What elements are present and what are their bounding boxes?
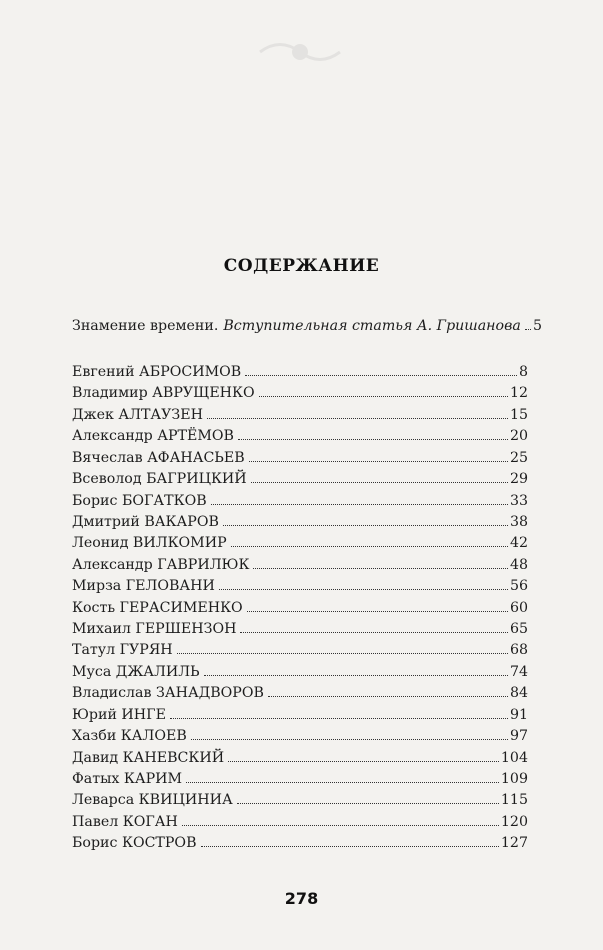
dot-leader — [245, 375, 517, 376]
toc-entry — [72, 683, 528, 704]
toc-entry-page: 56 — [509, 578, 528, 595]
toc-entry — [72, 833, 528, 854]
toc-entry — [72, 812, 528, 833]
toc-entry-name: Вячеслав АФАНАСЬЕВ — [72, 449, 245, 466]
toc-entry — [72, 533, 528, 554]
toc-entry-page: 91 — [509, 706, 528, 723]
toc-entry — [72, 619, 528, 640]
toc-entry — [72, 705, 528, 726]
dot-leader — [207, 418, 508, 419]
toc-entry-page: 74 — [509, 663, 528, 680]
toc-entry-name: Леонид ВИЛКОМИР — [72, 535, 227, 552]
toc-entry — [72, 726, 528, 747]
toc-entry-name: Татул ГУРЯН — [72, 642, 173, 659]
dot-leader — [201, 846, 499, 847]
toc-entry — [72, 640, 528, 661]
page-title: СОДЕРЖАНИЕ — [223, 256, 380, 276]
dot-leader — [170, 718, 508, 719]
toc-entry — [72, 426, 528, 447]
toc-entry-name: Юрий ИНГЕ — [72, 706, 166, 723]
dot-leader — [228, 761, 499, 762]
toc-entry — [72, 555, 528, 576]
bleed-through-ornament — [250, 32, 350, 72]
toc-entry-name: Кость ГЕРАСИМЕНКО — [72, 599, 243, 616]
table-of-contents — [72, 362, 528, 855]
dot-leader — [259, 396, 508, 397]
toc-entry-name: Борис КОСТРОВ — [72, 835, 197, 852]
toc-entry-page: 97 — [509, 728, 528, 745]
toc-entry-name: Дмитрий ВАКАРОВ — [72, 513, 219, 530]
toc-entry-name: Хазби КАЛОЕВ — [72, 728, 187, 745]
intro-page-number: 5 — [532, 318, 542, 334]
toc-entry-page: 48 — [509, 556, 528, 573]
toc-entry-page: 12 — [509, 385, 528, 402]
dot-leader — [525, 329, 531, 330]
toc-entry-name: Джек АЛТАУЗЕН — [72, 406, 203, 423]
toc-entry-page: 109 — [500, 771, 528, 788]
dot-leader — [249, 461, 508, 462]
toc-entry-page: 120 — [500, 813, 528, 830]
dot-leader — [191, 739, 508, 740]
toc-entry-page: 65 — [509, 621, 528, 638]
toc-entry — [72, 598, 528, 619]
toc-entry-page: 42 — [509, 535, 528, 552]
toc-entry-name: Мирза ГЕЛОВАНИ — [72, 578, 215, 595]
toc-entry-page: 84 — [509, 685, 528, 702]
toc-entry-page: 68 — [509, 642, 528, 659]
dot-leader — [219, 589, 508, 590]
toc-entry-page: 15 — [509, 406, 528, 423]
intro-subtitle: Вступительная статья А. Гришанова — [223, 318, 521, 334]
dot-leader — [251, 482, 508, 483]
toc-entry-name: Всеволод БАГРИЦКИЙ — [72, 471, 247, 488]
toc-entry-page: 115 — [500, 792, 528, 809]
dot-leader — [238, 439, 508, 440]
dot-leader — [223, 525, 508, 526]
dot-leader — [211, 504, 508, 505]
toc-entry-page: 60 — [509, 599, 528, 616]
dot-leader — [177, 653, 508, 654]
intro-entry — [72, 318, 542, 334]
toc-entry — [72, 448, 528, 469]
dot-leader — [182, 825, 499, 826]
toc-entry-page: 104 — [500, 749, 528, 766]
toc-entry-name: Фатых КАРИМ — [72, 771, 183, 788]
toc-entry-page: 29 — [509, 471, 528, 488]
toc-entry-page: 20 — [509, 428, 528, 445]
toc-entry-page: 33 — [509, 492, 528, 509]
dot-leader — [253, 568, 507, 569]
toc-entry-name: Александр ГАВРИЛЮК — [72, 556, 250, 573]
toc-entry-name: Павел КОГАН — [72, 813, 178, 830]
toc-entry — [72, 469, 528, 490]
dot-leader — [268, 696, 508, 697]
dot-leader — [240, 632, 507, 633]
toc-entry-name: Борис БОГАТКОВ — [72, 492, 207, 509]
toc-entry-name: Михаил ГЕРШЕНЗОН — [72, 621, 237, 638]
toc-entry — [72, 576, 528, 597]
toc-entry-name: Леварса КВИЦИНИА — [72, 792, 233, 809]
toc-entry-name: Александр АРТЁМОВ — [72, 428, 234, 445]
page-number: 278 — [284, 889, 319, 908]
toc-entry-name: Владимир АВРУЩЕНКО — [72, 385, 255, 402]
toc-entry-name: Евгений АБРОСИМОВ — [72, 364, 242, 380]
toc-entry — [72, 512, 528, 533]
toc-entry — [72, 362, 528, 383]
toc-entry — [72, 405, 528, 426]
toc-entry — [72, 748, 528, 769]
toc-entry-name: Давид КАНЕВСКИЙ — [72, 749, 225, 766]
toc-entry — [72, 491, 528, 512]
toc-entry — [72, 769, 528, 790]
toc-entry-page: 8 — [518, 364, 528, 380]
toc-entry — [72, 662, 528, 683]
dot-leader — [237, 803, 499, 804]
dot-leader — [231, 546, 508, 547]
toc-entry-page: 38 — [509, 513, 528, 530]
toc-entry-name: Муса ДЖАЛИЛЬ — [72, 663, 200, 680]
toc-entry-page: 127 — [500, 835, 528, 852]
toc-entry — [72, 790, 528, 811]
toc-entry — [72, 383, 528, 404]
dot-leader — [204, 675, 508, 676]
dot-leader — [186, 782, 499, 783]
toc-entry-page: 25 — [509, 449, 528, 466]
toc-entry-name: Владислав ЗАНАДВОРОВ — [72, 685, 264, 702]
dot-leader — [247, 611, 508, 612]
intro-title: Знамение времени. — [72, 318, 219, 334]
